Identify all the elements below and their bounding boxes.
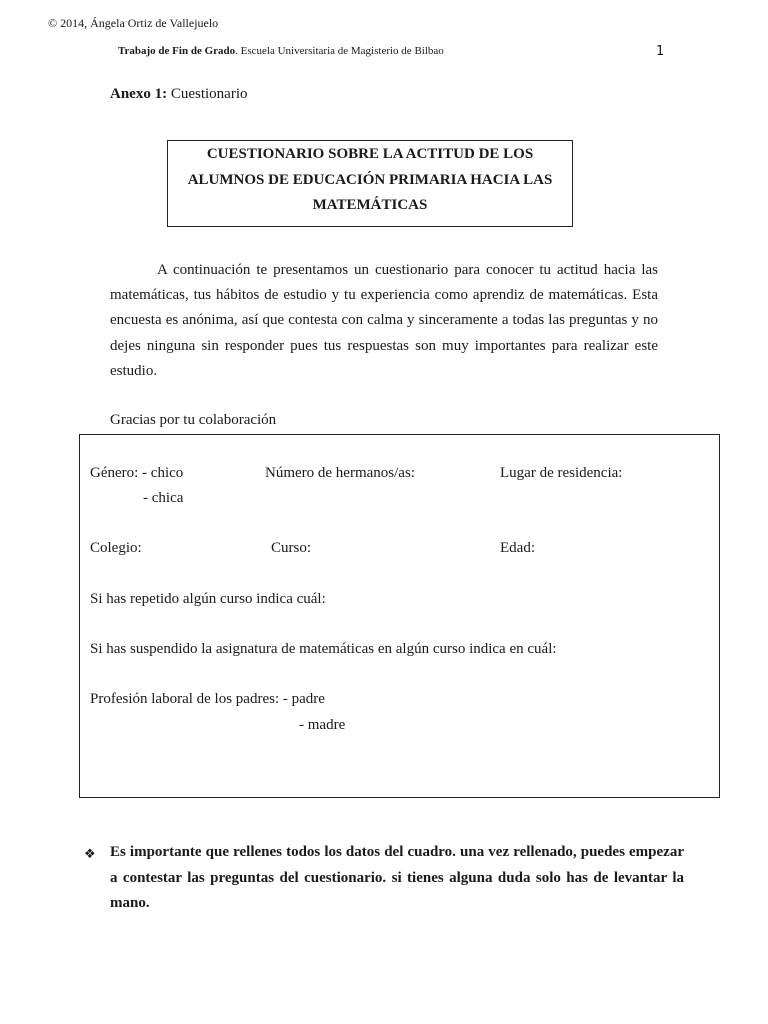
instruction-text: Es importante que rellenes todos los datos del cuadro. una vez rellenado, puedes empezar a contestar las preguntas del cuestionario. si tienes alguna duda solo has de levantar la mano. (110, 844, 684, 911)
repeated-course-field: Si has repetido algún curso indica cuál: (90, 591, 326, 607)
questionnaire-title-box (167, 140, 573, 227)
running-header (118, 45, 444, 57)
work-title-bold: Trabajo de Fin de Grado (118, 45, 236, 57)
annex-name: Cuestionario (167, 86, 248, 102)
title-line-1: CUESTIONARIO SOBRE LA ACTITUD DE LOS (206, 146, 534, 162)
school-field: Colegio: (90, 540, 142, 556)
residence-field: Lugar de residencia: (500, 465, 623, 481)
title-line-2: ALUMNOS DE EDUCACIÓN PRIMARIA HACIA LAS (187, 171, 553, 188)
work-title-rest: . Escuela Universitaria de Magisterio de Bilbao (235, 45, 444, 57)
parents-job-option-2: - madre (299, 717, 346, 733)
failed-math-field: Si has suspendido la asignatura de matemáticas en algún curso indica en cuál: (90, 641, 557, 657)
course-field: Curso: (271, 540, 312, 556)
intro-paragraph: A continuación te presentamos un cuestionario para conocer tu actitud hacia las matemáticas, tus hábitos de estudio y tu experiencia como aprendiz de matemáticas. Esta encuesta es anónima, así que contesta con calma y sinceramente a todas las preguntas y no dejes ninguna sin responder pues tus respuestas son muy importantes para realizar este estudio. (110, 262, 658, 379)
diamond-bullet-icon: ❖ (84, 847, 96, 862)
annex-label: Anexo 1: (110, 86, 168, 102)
instruction-note (84, 840, 684, 917)
gender-field: Género: - chico (90, 465, 184, 481)
title-line-3: MATEMÁTICAS (312, 197, 428, 213)
parents-job-field: Profesión laboral de los padres: - padre (90, 691, 325, 707)
thanks-line: Gracias por tu colaboración (110, 412, 277, 428)
siblings-field: Número de hermanos/as: (265, 465, 415, 481)
gender-option-2: - chica (143, 490, 184, 506)
annex-heading (110, 86, 247, 103)
page-number: 1 (656, 44, 665, 59)
age-field: Edad: (500, 540, 535, 556)
personal-data-box (79, 434, 720, 798)
copyright-line: © 2014, Ángela Ortiz de Vallejuelo (48, 16, 219, 30)
